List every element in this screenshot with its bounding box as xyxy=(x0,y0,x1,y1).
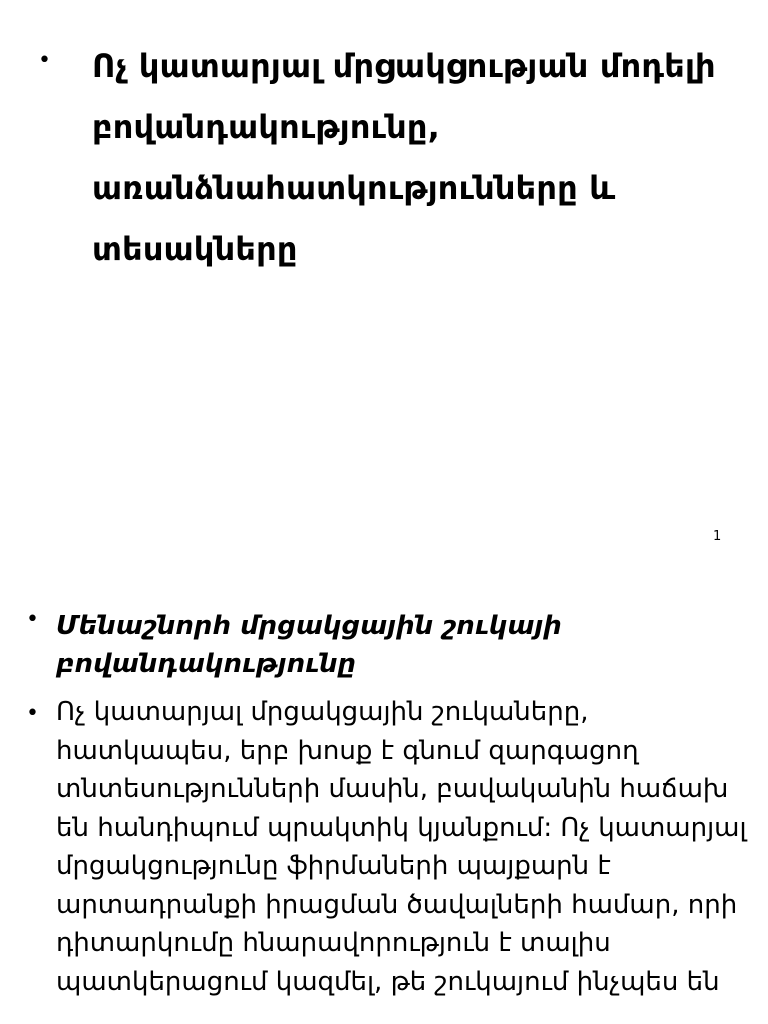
slide-subtitle: Մենաշնորհ մրցակցային շուկայի բովանդակությունը xyxy=(56,611,562,679)
bullet-marker: • xyxy=(26,701,39,726)
body-row xyxy=(0,693,768,1001)
bullet-marker: • xyxy=(38,48,51,73)
subtitle-row xyxy=(0,605,768,683)
page-number: 1 xyxy=(713,529,722,544)
body-paragraph: Ոչ կատարյալ մրցակցային շուկաները, հատկապես, երբ խոսք է գնում զարգացող տնտեսությունների մասին, բավականին հաճախ են հանդիպում պրակտիկ կյանքում: Ոչ կատարյալ մրցակցությունը ֆիրմաների պայքարն է արտադրանքի իրացման ծավալների համար, որի դիտարկումը հնարավորություն է տալիս պատկերացում կազմել, թե շուկայում ինչպես են xyxy=(56,697,747,997)
bullet-marker: • xyxy=(26,607,39,632)
slide-2 xyxy=(0,605,768,1024)
slide-title: Ոչ կատարյալ մրցակցության մոդելի բովանդակությունը, առանձնահատկությունները և տեսակները xyxy=(92,47,716,268)
